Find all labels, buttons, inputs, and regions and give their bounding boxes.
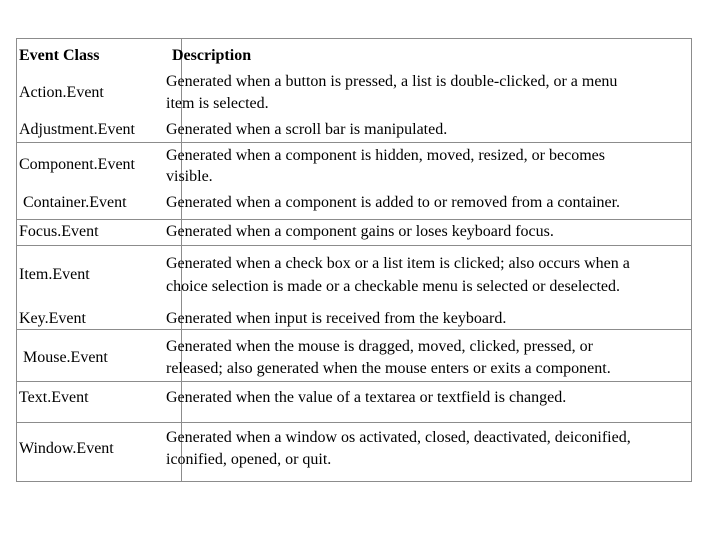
event-description-line1: Generated when a scroll bar is manipulated.	[166, 121, 448, 138]
event-class-name: Focus.Event	[19, 223, 99, 240]
event-class-name: Mouse.Event	[23, 349, 108, 366]
event-description-line1: Generated when input is received from the keyboard.	[166, 310, 507, 327]
event-description-line1: Generated when a check box or a list item is clicked; also occurs when a	[166, 255, 630, 272]
event-description-line2: iconified, opened, or quit.	[166, 451, 332, 468]
row-divider	[17, 142, 691, 143]
event-class-name: Adjustment.Event	[19, 121, 135, 138]
header-description: Description	[172, 47, 252, 64]
event-description-line1: Generated when a component is added to or removed from a container.	[166, 194, 621, 211]
event-class-name: Text.Event	[19, 389, 89, 406]
event-description-line2: item is selected.	[166, 95, 269, 112]
event-description-line1: Generated when the value of a textarea or textfield is changed.	[166, 389, 567, 406]
event-class-name: Key.Event	[19, 310, 86, 327]
event-class-name: Action.Event	[19, 84, 104, 101]
row-divider	[17, 245, 691, 246]
event-class-name: Container.Event	[23, 194, 127, 211]
header-event-class: Event Class	[19, 47, 100, 64]
event-class-name: Component.Event	[19, 156, 135, 173]
row-divider	[17, 422, 691, 423]
event-description-line1: Generated when a component is hidden, moved, resized, or becomes	[166, 147, 605, 164]
event-description-line1: Generated when a button is pressed, a list is double-clicked, or a menu	[166, 73, 618, 90]
event-description-line1: Generated when the mouse is dragged, moved, clicked, pressed, or	[166, 338, 593, 355]
event-description-line1: Generated when a component gains or loses keyboard focus.	[166, 223, 554, 240]
row-divider	[17, 381, 691, 382]
event-class-name: Window.Event	[19, 440, 114, 457]
event-description-line2: choice selection is made or a checkable menu is selected or deselected.	[166, 278, 621, 295]
event-description-line1: Generated when a window os activated, closed, deactivated, deiconified,	[166, 429, 631, 446]
row-divider	[17, 329, 691, 330]
event-class-name: Item.Event	[19, 266, 90, 283]
event-description-line2: visible.	[166, 168, 213, 185]
event-description-line2: released; also generated when the mouse enters or exits a component.	[166, 360, 611, 377]
row-divider	[17, 219, 691, 220]
